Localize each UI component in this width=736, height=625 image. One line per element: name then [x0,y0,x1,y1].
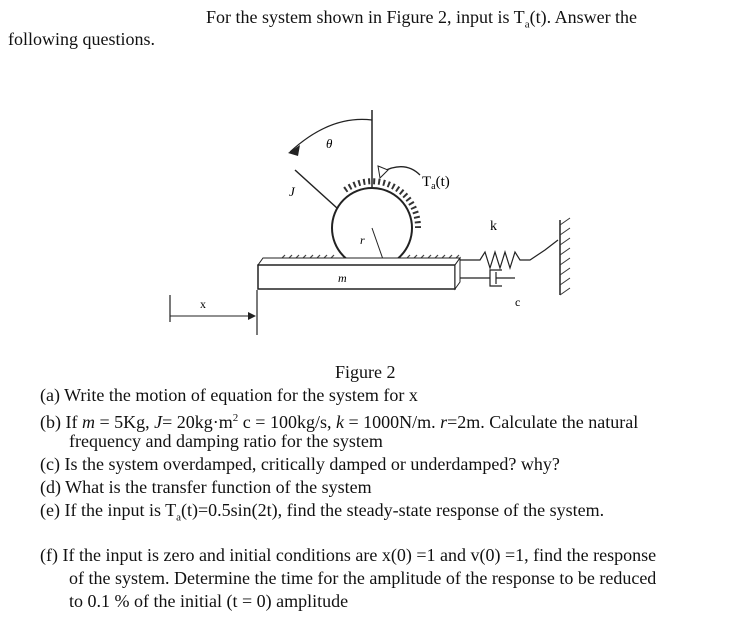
k-label: k [490,219,497,234]
m-label: m [338,271,347,285]
theta-arrowhead [288,145,300,156]
theta-label: θ [326,136,333,151]
question-f-line-2: of the system. Determine the time for the amplitude of the response to be reduced [69,568,657,588]
intro-text-2: (t). Answer the [529,7,638,27]
r-label: r [360,233,365,247]
J-label: J [289,184,295,199]
torque-arrowhead [378,166,388,178]
figure-caption: Figure 2 [335,362,396,382]
mass-block-top [258,258,460,265]
question-f-line-3: to 0.1 % of the initial (t = 0) amplitude [69,591,349,611]
c-label: c [515,295,521,309]
x-arrowhead [248,312,256,320]
question-a: (a) Write the motion of equation for the system for x [40,385,418,405]
x-label: x [200,297,206,311]
wall-hatching [560,218,570,295]
mass-block [258,265,455,289]
intro-text-1: For the system shown in Figure 2, input is T [206,7,525,27]
question-d: (d) What is the transfer function of the system [40,477,372,497]
question-f-line-1: (f) If the input is zero and initial conditions are x(0) =1 and v(0) =1, find the response [40,545,657,565]
figure-2-diagram [150,90,590,350]
question-b-line-2: frequency and damping ratio for the system [69,431,383,451]
question-c: (c) Is the system overdamped, critically damped or underdamped? why? [40,454,560,474]
spring [460,240,558,268]
torque-label: $T_a(t)$ [422,174,450,192]
intro-line-1 [206,6,637,36]
question-e: (e) If the input is $T_a(t)=0.5\sin(2t)$, find the steady-state response of the system. [40,500,605,524]
question-b-line-1: (b) If m = 5Kg, $J= 20kg\cdot m^2$ c = 100kg/s, k = 1000N/m. r=2m. Calculate the natural [40,412,639,432]
intro-line-2: following questions. [8,29,155,49]
intro-subscript: a [524,18,530,31]
